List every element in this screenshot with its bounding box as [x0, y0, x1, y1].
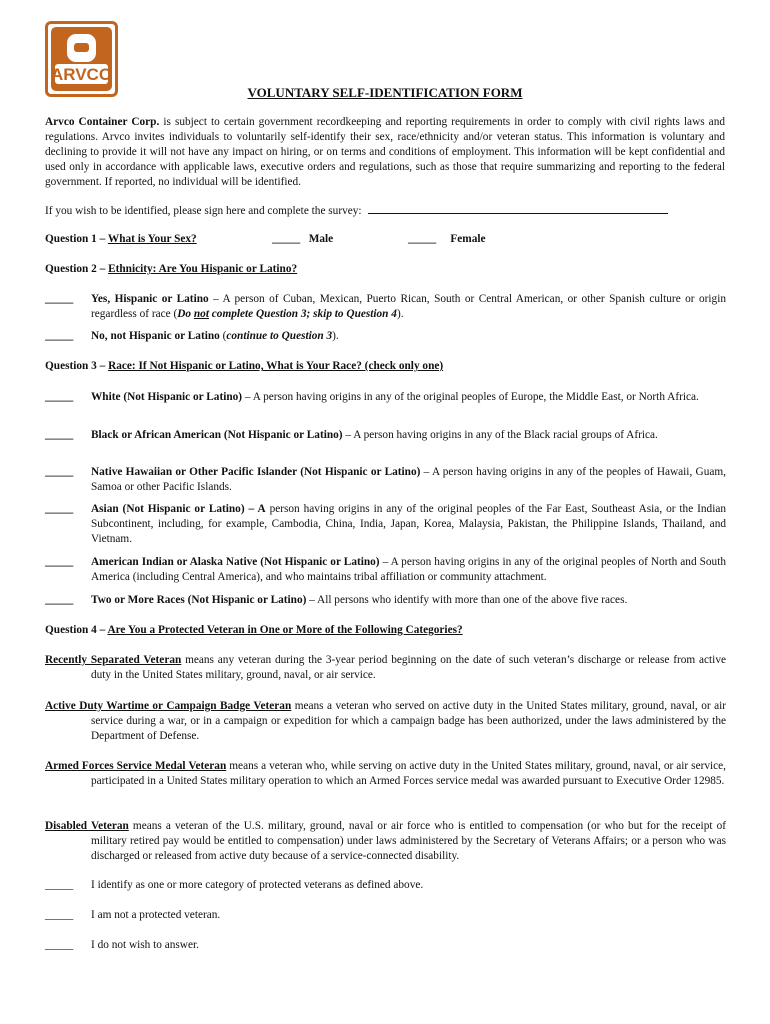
q2-no-close: ). — [332, 330, 339, 342]
q3-option-label: Two or More Races (Not Hispanic or Latino) — [91, 594, 307, 606]
q4-definition-disabled — [45, 819, 726, 864]
definition-text: means a veteran of the U.S. military, ground, naval or air force who is entitled to compensation (or who but for the receipt of military retired pay would be entitled to compensation) under laws administered by the Secretary of Veterans Affairs; or a person who was discharged or released from active duty because of a service-connected disability. — [91, 820, 726, 862]
q3-option-label: White (Not Hispanic or Latino) — [91, 391, 243, 403]
q4-definition-armed-forces — [45, 759, 726, 789]
q3-option-text: – A person having origins in any of the Black racial groups of Africa. — [342, 429, 658, 441]
definition-term: Active Duty Wartime or Campaign Badge Veteran — [45, 700, 292, 712]
q3-option-hawaiian — [91, 465, 726, 495]
form-title: VOLUNTARY SELF-IDENTIFICATION FORM — [247, 85, 523, 100]
q2-no-note: continue to Question 3 — [226, 330, 333, 342]
q1-label: Question 1 – — [45, 233, 108, 245]
q3-option-label: Black or African American (Not Hispanic or Latino) — [91, 429, 343, 441]
q2-yes-note-a: Do — [177, 308, 194, 320]
q4-answer-protected: I identify as one or more category of protected veterans as defined above. — [91, 879, 424, 891]
q3-option-label: Native Hawaiian or Other Pacific Islander (Not Hispanic or Latino) — [91, 466, 421, 478]
q3-option-american-indian — [91, 555, 726, 585]
intro-paragraph — [45, 115, 725, 190]
signature-prompt: If you wish to be identified, please sign here and complete the survey: — [45, 205, 362, 217]
signature-row — [45, 202, 725, 219]
q4-answer-not-protected: I am not a protected veteran. — [91, 909, 221, 921]
q2-question: Ethnicity: Are You Hispanic or Latino? — [108, 263, 298, 275]
q3-american-indian-blank[interactable]: _____ — [45, 556, 74, 568]
q3-black-blank[interactable]: _____ — [45, 429, 74, 441]
q3-two-or-more-blank[interactable]: _____ — [45, 594, 74, 606]
definition-term: Disabled Veteran — [45, 820, 129, 832]
q3-option-text: – A person having origins in any of the peoples of Hawaii, Guam, Samoa or other Pacific Islands. — [91, 466, 726, 493]
q4-question: Are You a Protected Veteran in One or More of the Following Categories? — [107, 624, 463, 636]
q4-answer-blank[interactable]: _____ — [45, 939, 74, 951]
signature-field[interactable] — [368, 202, 668, 214]
q2-yes-blank[interactable]: _____ — [45, 293, 74, 305]
logo-text: ARVCO — [50, 65, 113, 84]
q3-option-text: – All persons who identify with more than one of the above five races. — [306, 594, 628, 606]
q2-yes-label: Yes, Hispanic or Latino — [91, 293, 209, 305]
q4-answer-blank[interactable]: _____ — [45, 879, 74, 891]
q3-option-label: American Indian or Alaska Native (Not Hispanic or Latino) — [91, 556, 380, 568]
q3-asian-blank[interactable]: _____ — [45, 503, 74, 515]
q3-option-asian — [91, 502, 726, 547]
definition-text: means a veteran who, while serving on active duty in the United States military, ground, naval, or air service, participated in a United States military operation to which an Armed Forces service medal was awarded pursuant to Executive Order 12985. — [91, 760, 726, 787]
q3-option-two-or-more — [91, 593, 726, 608]
q3-option-label: Asian (Not Hispanic or Latino) – A — [91, 503, 266, 515]
q1-male-option[interactable] — [272, 232, 333, 247]
q3-label: Question 3 – — [45, 360, 109, 372]
q4-answer-decline: I do not wish to answer. — [91, 939, 199, 951]
q2-no-open: ( — [219, 330, 227, 342]
q2-no-option — [91, 329, 726, 344]
q3-option-text: – A person having origins in any of the original peoples of Europe, the Middle East, or North Africa. — [242, 391, 699, 403]
definition-text: means any veteran during the 3-year period beginning on the date of such veteran’s discharge or release from active duty in the United States military, ground, naval, or air service. — [91, 654, 726, 681]
q3-option-white — [91, 390, 726, 405]
q2-yes-text: – A person of Cuban, Mexican, Puerto Rican, South or Central American, or other Spanish culture or origin regardless of race ( — [91, 293, 726, 320]
intro-text: is subject to certain government recordkeeping and reporting requirements in order to comply with civil rights laws and regulations. Arvco invites individuals to voluntarily self-identify their sex, race/ethnicity and/or veteran status. This information is voluntary and declining to provide it will not have any impact on hiring, or on terms and conditions of employment. This information will be kept confidential and used only in accordance with applicable laws, executive orders and regulations, such as those that require summarizing and reporting to the federal government. If reported, no individual will be identified. — [45, 116, 725, 188]
definition-term: Armed Forces Service Medal Veteran — [45, 760, 227, 772]
q1-male-label: Male — [308, 233, 334, 245]
q1-female-label: Female — [450, 233, 486, 245]
q3-option-text: – A person having origins in any of the original peoples of North and South America (including Central America), and who maintains tribal affiliation or community attachment. — [91, 556, 726, 583]
q2-yes-option — [91, 292, 726, 322]
q3-option-text: person having origins in any of the original peoples of the Far East, Southeast Asia, or the Indian Subcontinent, including, for example, Cambodia, China, India, Japan, Korea, Malaysia, Pakistan, the Philippine Islands, Thailand, and Vietnam. — [91, 503, 726, 545]
definition-term: Recently Separated Veteran — [45, 654, 182, 666]
q1-question: What is Your Sex? — [107, 233, 197, 245]
q3-question: Race: If Not Hispanic or Latino, What is Your Race? (check only one) — [108, 360, 444, 372]
q4-definition-recently-separated — [45, 653, 726, 683]
q2-yes-note-b: complete Question 3; skip to Question 4 — [208, 308, 397, 320]
q1-female-option[interactable] — [408, 232, 486, 247]
q1-male-blank[interactable]: _____ — [272, 233, 301, 245]
q4-label: Question 4 – — [45, 624, 108, 636]
arvco-logo-mark — [48, 24, 115, 94]
q2-no-blank[interactable]: _____ — [45, 330, 74, 342]
q4-definition-active-duty — [45, 699, 726, 744]
q2-yes-close: ). — [396, 308, 404, 320]
q1-heading — [45, 232, 197, 247]
company-name: Arvco Container Corp. — [45, 116, 160, 128]
q3-white-blank[interactable]: _____ — [45, 391, 74, 403]
definition-text: means a veteran who served on active duty in the United States military, ground, naval, or air service during a war, or in a campaign or expedition for which a campaign badge has been authorized, under the laws administered by the Department of Defense. — [91, 700, 726, 742]
q1-female-blank[interactable]: _____ — [408, 233, 437, 245]
q4-heading — [45, 623, 463, 638]
q4-answer-blank[interactable]: _____ — [45, 909, 74, 921]
q2-no-label: No, not Hispanic or Latino — [91, 330, 220, 342]
q2-heading — [45, 262, 297, 277]
q2-label: Question 2 – — [45, 263, 109, 275]
q3-option-black — [91, 428, 726, 443]
q2-yes-note-not: not — [193, 308, 209, 320]
q3-heading — [45, 359, 443, 374]
q3-hawaiian-blank[interactable]: _____ — [45, 466, 74, 478]
